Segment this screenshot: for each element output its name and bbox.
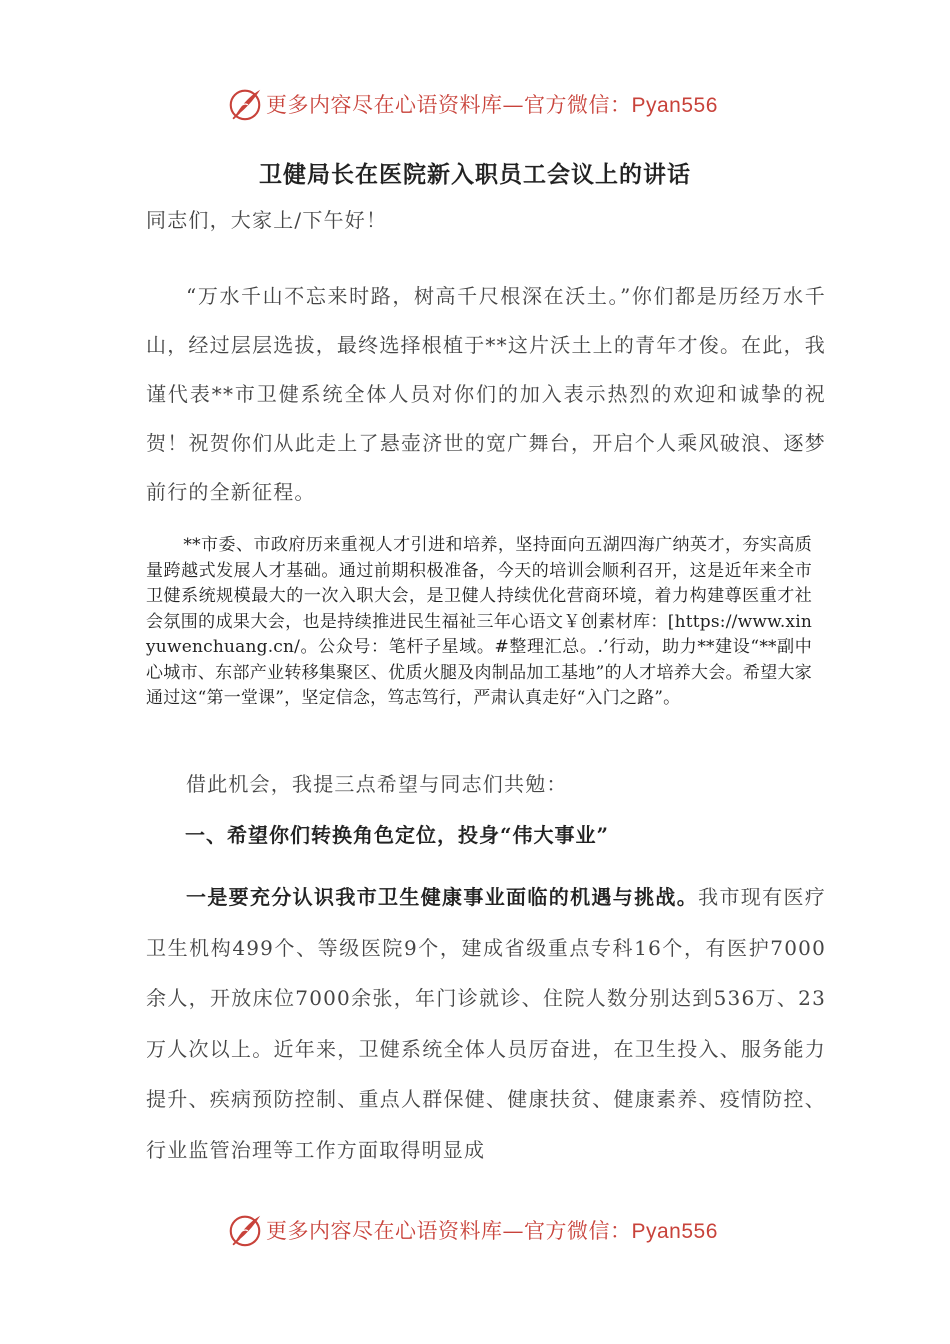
header-watermark-banner — [0, 82, 950, 126]
quill-logo-icon — [226, 1211, 264, 1249]
watermark-text: 更多内容尽在心语资料库—官方微信：Pyan556 — [266, 93, 718, 117]
point-1-emphasis: 一是要充分认识我市卫生健康事业面临的机遇与挑战。 — [186, 885, 699, 909]
point-1-body: 我市现有医疗卫生机构499个、等级医院9个，建成省级重点专科16个，有医护7000余人，开放床位7000余张，年门诊就诊、住院人数分别达到536万、23万人次以上。近年来，卫健系统全体人员厉奋进，在卫生投入、服务能力提升、疾病预防控制、重点人群保健、健康扶贫、健康素养、疫情防控、行业监管治理等工作方面取得明显成 — [146, 885, 826, 1162]
section-heading-1: 一、希望你们转换角色定位，投身“伟大事业” — [185, 823, 610, 847]
paragraph-point-1 — [146, 872, 826, 1175]
document-title: 卫健局长在医院新入职员工会议上的讲话 — [259, 161, 691, 188]
greeting: 同志们，大家上/下午好！ — [146, 208, 388, 232]
watermark-text: 更多内容尽在心语资料库—官方微信：Pyan556 — [266, 1219, 718, 1243]
quill-logo-icon — [226, 85, 264, 123]
paragraph-lead-in: 借此机会，我提三点希望与同志们共勉： — [186, 772, 568, 796]
paragraph-background: **市委、市政府历来重视人才引进和培养，坚持面向五湖四海广纳英才，夯实高质量跨越式发展人才基础。通过前期积极准备，今天的培训会顺利召开，这是近年来全市卫健系统规模最大的一次入职大会，是卫健人持续优化营商环境，着力构建尊医重才社会氛围的成果大会，也是持续推进民生福祉三年心语文￥创素材库：[https://www.xinyuwenchuang.cn/。公众号：笔杆子星域。#整理汇总。.’行动，助力**建设“**副中心城市、东部产业转移集聚区、优质火腿及肉制品加工基地”的人才培养大会。希望大家通过这“第一堂课”，坚定信念，笃志笃行，严肃认真走好“入门之路”。 — [146, 535, 812, 708]
paragraph-opening: “万水千山不忘来时路，树高千尺根深在沃土。”你们都是历经万水千山，经过层层选拔，最终选择根植于**这片沃土上的青年才俊。在此，我谨代表**市卫健系统全体人员对你们的加入表示热烈的欢迎和诚挚的祝贺！祝贺你们从此走上了悬壶济世的宽广舞台，开启个人乘风破浪、逐梦前行的全新征程。 — [146, 284, 826, 504]
footer-watermark-banner — [0, 1208, 950, 1252]
